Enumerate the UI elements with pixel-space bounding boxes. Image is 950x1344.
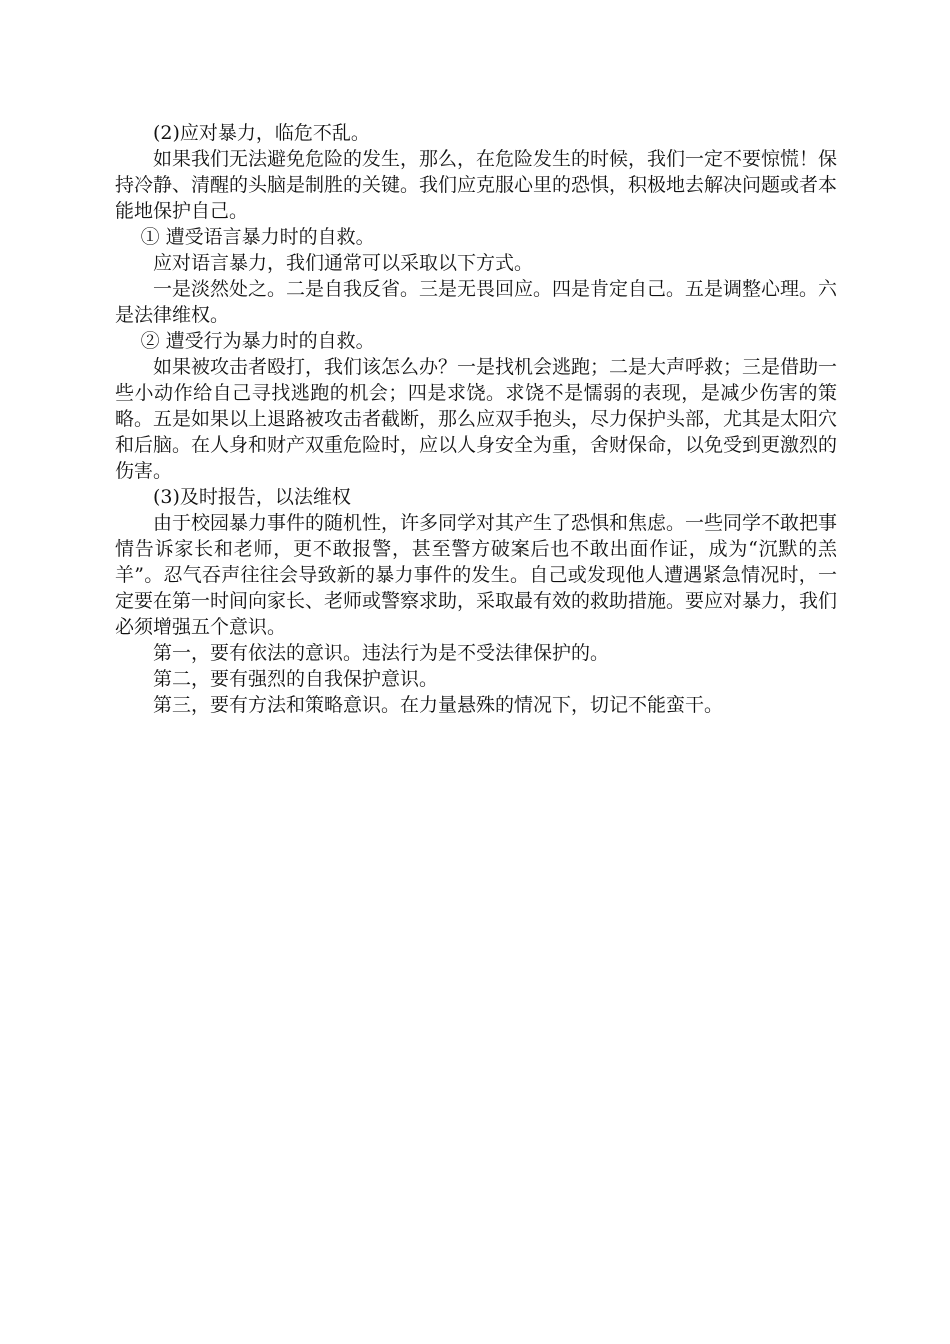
paragraph-physical-methods: 如果被攻击者殴打，我们该怎么办？一是找机会逃跑；二是大声呼救；三是借助一些小动作给自己寻找逃跑的机会；四是求饶。求饶不是懦弱的表现，是减少伤害的策略。五是如果以上退路被攻击者截断，那么应双手抱头，尽力保护头部，尤其是太阳穴和后脑。在人身和财产双重危险时，应以人身安全为重，舍财保命，以免受到更激烈的伤害。 [115, 356, 838, 482]
subheading-physical-violence: ② 遭受行为暴力时的自救。 [140, 330, 375, 352]
list-item-third: 第三，要有方法和策略意识。在力量悬殊的情况下，切记不能蛮干。 [153, 694, 724, 716]
paragraph-report: 由于校园暴力事件的随机性，许多同学对其产生了恐惧和焦虑。一些同学不敢把事情告诉家长和老师，更不敢报警，甚至警方破案后也不敢出面作证，成为“沉默的羔羊”。忍气吞声往往会导致新的暴力事件的发生。自己或发现他人遭遇紧急情况时，一定要在第一时间向家长、老师或警察求助，采取最有效的救助措施。要应对暴力，我们必须增强五个意识。 [115, 512, 838, 638]
paragraph-verbal-intro: 应对语言暴力，我们通常可以采取以下方式。 [153, 252, 534, 274]
list-item-first: 第一，要有依法的意识。违法行为是不受法律保护的。 [153, 642, 610, 664]
subheading-verbal-violence: ① 遭受语言暴力时的自救。 [140, 226, 375, 248]
paragraph-stay-calm: 如果我们无法避免危险的发生，那么，在危险发生的时候，我们一定不要惊慌！保持冷静、清醒的头脑是制胜的关键。我们应克服心里的恐惧，积极地去解决问题或者本能地保护自己。 [115, 148, 838, 222]
section-heading-3: (3)及时报告，以法维权 [153, 486, 351, 508]
list-item-second: 第二，要有强烈的自我保护意识。 [153, 668, 439, 690]
paragraph-verbal-methods: 一是淡然处之。二是自我反省。三是无畏回应。四是肯定自己。五是调整心理。六是法律维权。 [115, 278, 838, 326]
document-body [115, 120, 837, 718]
section-heading-2: (2)应对暴力，临危不乱。 [153, 122, 370, 144]
